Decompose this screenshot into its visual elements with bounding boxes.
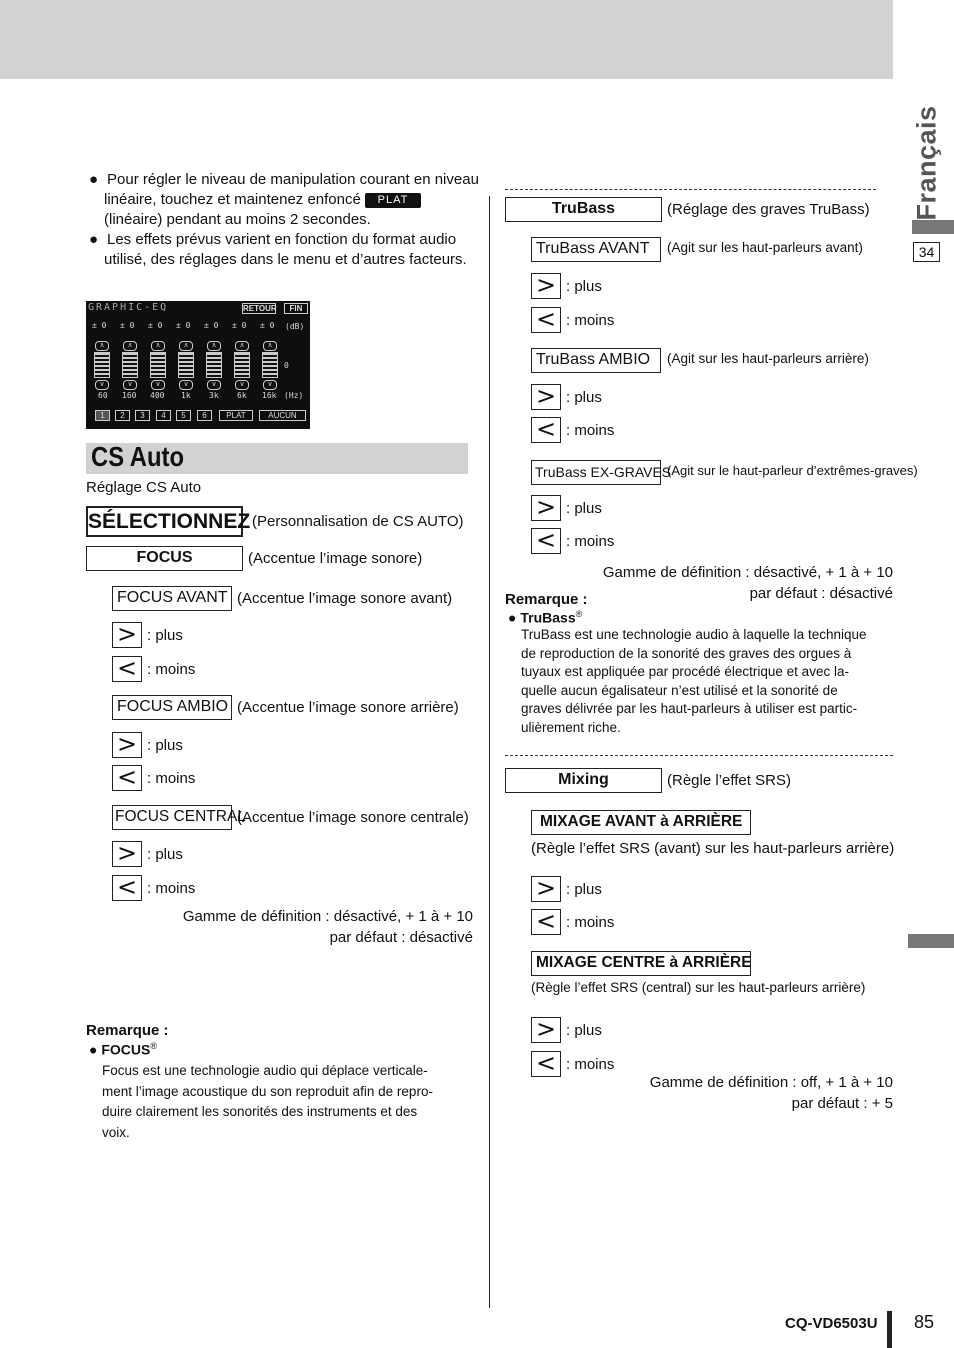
chevron-right-icon: > <box>531 876 561 902</box>
dotted-divider <box>505 189 876 190</box>
chevron-right-icon: > <box>531 384 561 410</box>
trubass-avant-box: TruBass AVANT <box>531 237 661 262</box>
trubass-avant-desc: (Agit sur les haut-parleurs avant) <box>667 240 863 255</box>
mixing-default: par défaut : + 5 <box>791 1095 893 1112</box>
dotted-divider <box>505 755 893 756</box>
model-number: CQ-VD6503U <box>785 1315 878 1332</box>
eq-up-6: ∧ <box>235 341 249 351</box>
mixing-range: Gamme de définition : off, + 1 à + 10 <box>649 1074 893 1091</box>
moins-label: : moins <box>566 312 615 329</box>
graphic-eq-screen: GRAPHIC-EQ RETOUR FIN ± 0 ± 0 ± 0 ± 0 ± 0 ± 0 ± 0 (dB) ∧ ∧ ∧ ∧ ∧ ∧ ∧ 0 ∨ ∨ ∨ ∨ ∨ ∨ ∨ 60 160 400 1k 3k 6k 16k (Hz) 1 2 3 4 5 6 PLAT AUCUN <box>86 301 310 429</box>
eq-down-4: ∨ <box>179 380 193 390</box>
chevron-right-icon: > <box>112 622 142 648</box>
eq-up-5: ∧ <box>207 341 221 351</box>
eq-up-7: ∧ <box>263 341 277 351</box>
chevron-left-icon: < <box>531 909 561 935</box>
chevron-right-icon: > <box>112 841 142 867</box>
plat-button-inline: PLAT <box>365 193 421 208</box>
focus-remark-text: Focus est une technologie audio qui déplace verticale- ment l’image acoustique du son reproduit afin de repro- duire clairement les sonorités des instruments et des voix. <box>102 1063 433 1140</box>
intro-bullet-1: ● Pour régler le niveau de manipulation courant en niveau linéaire, touchez et maintenez enfoncé PLAT (linéaire) pendant au moins 2 secondes. <box>89 171 479 228</box>
eq-slider-5 <box>206 352 222 378</box>
plus-label: : plus <box>566 500 602 517</box>
section-number: 34 <box>913 242 940 262</box>
focus-central-box: FOCUS CENTRAL <box>112 805 232 830</box>
plus-label: : plus <box>147 737 183 754</box>
focus-remark-title: Remarque : <box>86 1022 169 1039</box>
focus-box: FOCUS <box>86 546 243 571</box>
eq-slider-3 <box>150 352 166 378</box>
eq-slider-6 <box>234 352 250 378</box>
moins-label: : moins <box>566 533 615 550</box>
eq-down-1: ∨ <box>95 380 109 390</box>
trubass-exgraves-box: TruBass EX-GRAVES <box>531 460 661 485</box>
focus-avant-desc: (Accentue l’image sonore avant) <box>237 590 453 607</box>
cs-auto-subtitle: Réglage CS Auto <box>86 479 202 496</box>
eq-slider-4 <box>178 352 194 378</box>
mixage-avant-arriere-desc: (Règle l’effet SRS (avant) sur les haut-parleurs arrière) <box>531 840 895 857</box>
eq-down-6: ∨ <box>235 380 249 390</box>
moins-label: : moins <box>566 914 615 931</box>
trubass-remark-item: ● TruBass® <box>508 609 583 626</box>
eq-down-3: ∨ <box>151 380 165 390</box>
chevron-left-icon: < <box>531 528 561 554</box>
intro-bullet-2: ● Les effets prévus varient en fonction du format audio utilisé, des réglages dans le menu et d’autres facteurs. <box>89 231 467 268</box>
focus-default: par défaut : désactivé <box>329 929 473 946</box>
chevron-right-icon: > <box>112 732 142 758</box>
chevron-left-icon: < <box>112 656 142 682</box>
trubass-range: Gamme de définition : désactivé, + 1 à + 10 <box>602 564 893 581</box>
mixage-centre-arriere-desc: (Règle l’effet SRS (central) sur les haut-parleurs arrière) <box>531 980 866 995</box>
eq-slider-1 <box>94 352 110 378</box>
mixage-avant-arriere-box: MIXAGE AVANT à ARRIÈRE <box>531 810 751 835</box>
plus-label: : plus <box>566 278 602 295</box>
mixage-centre-arriere-box: MIXAGE CENTRE à ARRIÈRE <box>531 951 751 976</box>
trubass-ambio-desc: (Agit sur les haut-parleurs arrière) <box>667 351 869 366</box>
moins-label: : moins <box>147 770 196 787</box>
trubass-remark-title: Remarque : <box>505 591 588 608</box>
focus-ambio-desc: (Accentue l’image sonore arrière) <box>237 699 459 716</box>
eq-up-1: ∧ <box>95 341 109 351</box>
eq-up-4: ∧ <box>179 341 193 351</box>
chevron-left-icon: < <box>531 417 561 443</box>
trubass-desc: (Réglage des graves TruBass) <box>667 201 870 218</box>
trubass-exgraves-desc: (Agit sur le haut-parleur d’extrêmes-graves) <box>667 463 918 478</box>
page-bar <box>887 1311 892 1348</box>
focus-range: Gamme de définition : désactivé, + 1 à + 10 <box>182 908 473 925</box>
chevron-left-icon: < <box>531 307 561 333</box>
trubass-ambio-box: TruBass AMBIO <box>531 348 661 373</box>
mixing-box: Mixing <box>505 768 662 793</box>
select-desc: (Personnalisation de CS AUTO) <box>252 513 464 530</box>
focus-avant-box: FOCUS AVANT <box>112 586 232 611</box>
plus-label: : plus <box>566 1022 602 1039</box>
focus-remark-item: ● FOCUS® <box>89 1041 157 1058</box>
top-band <box>0 0 893 79</box>
plus-label: : plus <box>147 627 183 644</box>
chevron-right-icon: > <box>531 273 561 299</box>
plus-label: : plus <box>566 881 602 898</box>
column-divider <box>489 196 490 1308</box>
chevron-left-icon: < <box>112 765 142 791</box>
moins-label: : moins <box>566 422 615 439</box>
language-tab-marker <box>912 220 954 234</box>
plus-label: : plus <box>566 389 602 406</box>
focus-central-desc: (Accentue l’image sonore centrale) <box>237 809 469 826</box>
eq-slider-7 <box>262 352 278 378</box>
eq-down-7: ∨ <box>263 380 277 390</box>
eq-up-2: ∧ <box>123 341 137 351</box>
plus-label: : plus <box>147 846 183 863</box>
chevron-right-icon: > <box>531 1017 561 1043</box>
eq-down-5: ∨ <box>207 380 221 390</box>
moins-label: : moins <box>566 1056 615 1073</box>
trubass-remark-text: TruBass est une technologie audio à laquelle la technique de reproduction de la sonorité des graves des orgues à tuyaux est appliquée par procédé électrique et avec la- quelle aucun égalisateur n’est utilisé et la sonorité de graves délivrée par les haut-parleurs à utiliser est partic- ulièrement riche. <box>521 627 867 735</box>
trubass-default: par défaut : désactivé <box>749 585 893 602</box>
chevron-right-icon: > <box>531 495 561 521</box>
language-tab: Français <box>911 104 942 221</box>
eq-up-3: ∧ <box>151 341 165 351</box>
eq-slider-2 <box>122 352 138 378</box>
trubass-box: TruBass <box>505 197 662 222</box>
chevron-left-icon: < <box>531 1051 561 1077</box>
cs-auto-heading: CS Auto <box>86 443 468 474</box>
focus-ambio-box: FOCUS AMBIO <box>112 695 232 720</box>
page-number: 85 <box>914 1312 935 1332</box>
mixing-desc: (Règle l’effet SRS) <box>667 772 791 789</box>
focus-desc: (Accentue l’image sonore) <box>248 550 423 567</box>
selectionnez-box: SÉLECTIONNEZ <box>86 506 243 537</box>
eq-down-2: ∨ <box>123 380 137 390</box>
chevron-left-icon: < <box>112 875 142 901</box>
moins-label: : moins <box>147 661 196 678</box>
moins-label: : moins <box>147 880 196 897</box>
side-marker <box>908 934 954 948</box>
